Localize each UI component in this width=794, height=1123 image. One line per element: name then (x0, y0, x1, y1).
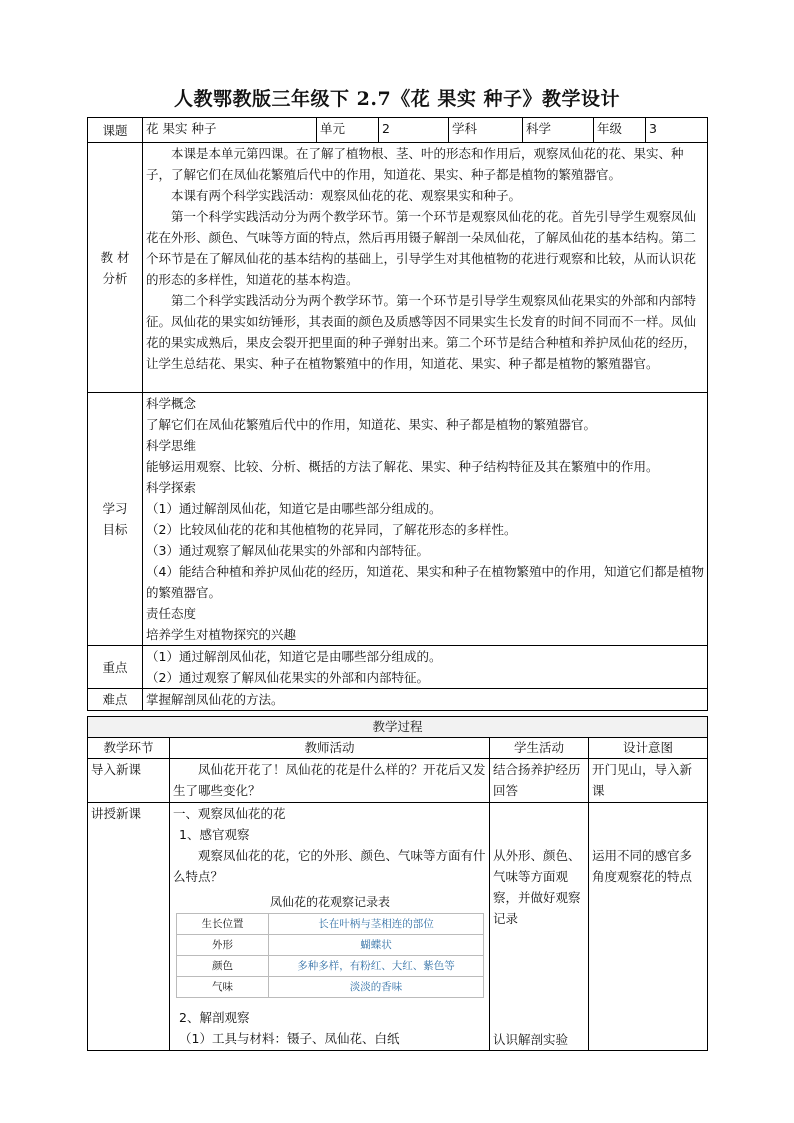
student-activity: 从外形、颜色、气味等方面观察，并做好观察记录 (493, 848, 581, 926)
process-header: 教学过程 (88, 717, 708, 738)
student-activity: 认识解剖实验 (493, 1032, 569, 1047)
table-row: 气味 淡淡的香味 (177, 977, 484, 998)
col-stage: 教学环节 (88, 738, 170, 759)
record-table-caption: 凤仙花的花观察记录表 (177, 891, 484, 914)
teaching-process-table (87, 716, 708, 1051)
intro-intent: 开门见山，导入新课 (589, 759, 708, 803)
goal-line: （3）通过观察了解凤仙花果实的外部和内部特征。 (146, 543, 429, 558)
goal-line: （1）通过解剖凤仙花，知道它是由哪些部分组成的。 (146, 501, 442, 516)
observation-question: 观察凤仙花的花，它的外形、颜色、气味等方面有什么特点？ (173, 848, 486, 884)
key-points-content (143, 646, 708, 689)
topic-value: 花 果实 种子 (143, 118, 317, 143)
key-point-line: （2）通过观察了解凤仙花果实的外部和内部特征。 (146, 670, 429, 685)
analysis-label: 教 材 分析 (88, 143, 143, 393)
goal-line: 科学思维 (146, 438, 197, 453)
intro-student: 结合扬养护经历回答 (490, 759, 589, 803)
grade-label: 年级 (594, 118, 646, 143)
lesson-teacher (170, 803, 490, 1051)
difficulty-label: 难点 (88, 689, 143, 711)
subject-value: 科学 (523, 118, 594, 143)
subsection-heading: 1、感官观察 (179, 827, 250, 842)
lesson-intent (589, 803, 708, 1051)
goal-line: （2）比较凤仙花的花和其他植物的花异同，了解花形态的多样性。 (146, 522, 517, 537)
col-student: 学生活动 (490, 738, 589, 759)
col-teacher: 教师活动 (170, 738, 490, 759)
tools-line: （1）工具与材料：镊子、凤仙花、白纸 (179, 1031, 400, 1046)
table-row: 颜色 多种多样，有粉红、大红、紫色等 (177, 956, 484, 977)
analysis-content (143, 143, 708, 393)
goal-line: 能够运用观察、比较、分析、概括的方法了解花、果实、种子结构特征及其在繁殖中的作用。 (146, 459, 659, 474)
goal-line: （4）能结合种植和养护凤仙花的经历，知道花、果实和种子在植物繁殖中的作用，知道它们都是植物的繁殖器官。 (146, 564, 704, 600)
intro-teacher: 凤仙花开花了！凤仙花的花是什么样的？开花后又发生了哪些变化？ (170, 759, 490, 803)
key-point-line: （1）通过解剖凤仙花，知道它是由哪些部分组成的。 (146, 649, 442, 664)
grade-value: 3 (646, 118, 708, 143)
goal-line: 培养学生对植物探究的兴趣 (146, 627, 297, 642)
unit-value: 2 (379, 118, 449, 143)
col-intent: 设计意图 (589, 738, 708, 759)
goals-content (143, 393, 708, 646)
key-points-label: 重点 (88, 646, 143, 689)
table-row: 生长位置 长在叶柄与茎相连的部位 (177, 914, 484, 935)
analysis-paragraph: 第二个科学实践活动分为两个教学环节。第一个环节是引导学生观察凤仙花果实的外部和内部特征。凤仙花的果实如纺锤形，其表面的颜色及质感等因不同果实生长发育的时间不同而不一样。凤仙花的果实成熟后，果皮会裂开把里面的种子弹射出来。第二个环节是结合种植和养护凤仙花的经历，让学生总结花、果实、种子在植物繁殖中的作用，知道花、果实、种子都是植物的繁殖器官。 (146, 293, 697, 371)
page-title: 人教鄂教版三年级下 2.7《花 果实 种子》教学设计 (174, 88, 620, 110)
analysis-paragraph: 本课是本单元第四课。在了解了植物根、茎、叶的形态和作用后，观察凤仙花的花、果实、种子，了解它们在凤仙花繁殖后代中的作用，知道花、果实、种子都是植物的繁殖器官。 (146, 146, 684, 182)
lesson-stage: 讲授新课 (88, 803, 170, 1051)
subsection-heading: 2、解剖观察 (179, 1010, 250, 1025)
goal-line: 科学概念 (146, 396, 197, 411)
analysis-paragraph: 第一个科学实践活动分为两个教学环节。第一个环节是观察凤仙花的花。首先引导学生观察凤仙花在外形、颜色、气味等方面的特点，然后再用镊子解剖一朵凤仙花，了解凤仙花的基本结构。第二个环节是在了解凤仙花的基本结构的基础上，引导学生对其他植物的花进行观察和比较，从而认识花的形态的多样性，知道花的基本构造。 (146, 209, 697, 287)
table-row: 外形 蝴蝶状 (177, 935, 484, 956)
design-intent: 运用不同的感官多角度观察花的特点 (592, 848, 693, 884)
difficulty-content: 掌握解剖凤仙花的方法。 (143, 689, 708, 711)
observation-record-table (176, 891, 484, 998)
goal-line: 责任态度 (146, 606, 197, 621)
topic-label: 课题 (88, 118, 143, 143)
intro-stage: 导入新课 (88, 759, 170, 803)
unit-label: 单元 (317, 118, 379, 143)
section-heading: 一、观察凤仙花的花 (173, 806, 286, 821)
subject-label: 学科 (449, 118, 523, 143)
goal-line: 科学探索 (146, 480, 197, 495)
analysis-paragraph: 本课有两个科学实践活动：观察凤仙花的花、观察果实和种子。 (171, 188, 522, 203)
goal-line: 了解它们在凤仙花繁殖后代中的作用，知道花、果实、种子都是植物的繁殖器官。 (146, 417, 597, 432)
lesson-info-table (87, 117, 708, 711)
lesson-student (490, 803, 589, 1051)
goals-label: 学习 目标 (88, 393, 143, 646)
